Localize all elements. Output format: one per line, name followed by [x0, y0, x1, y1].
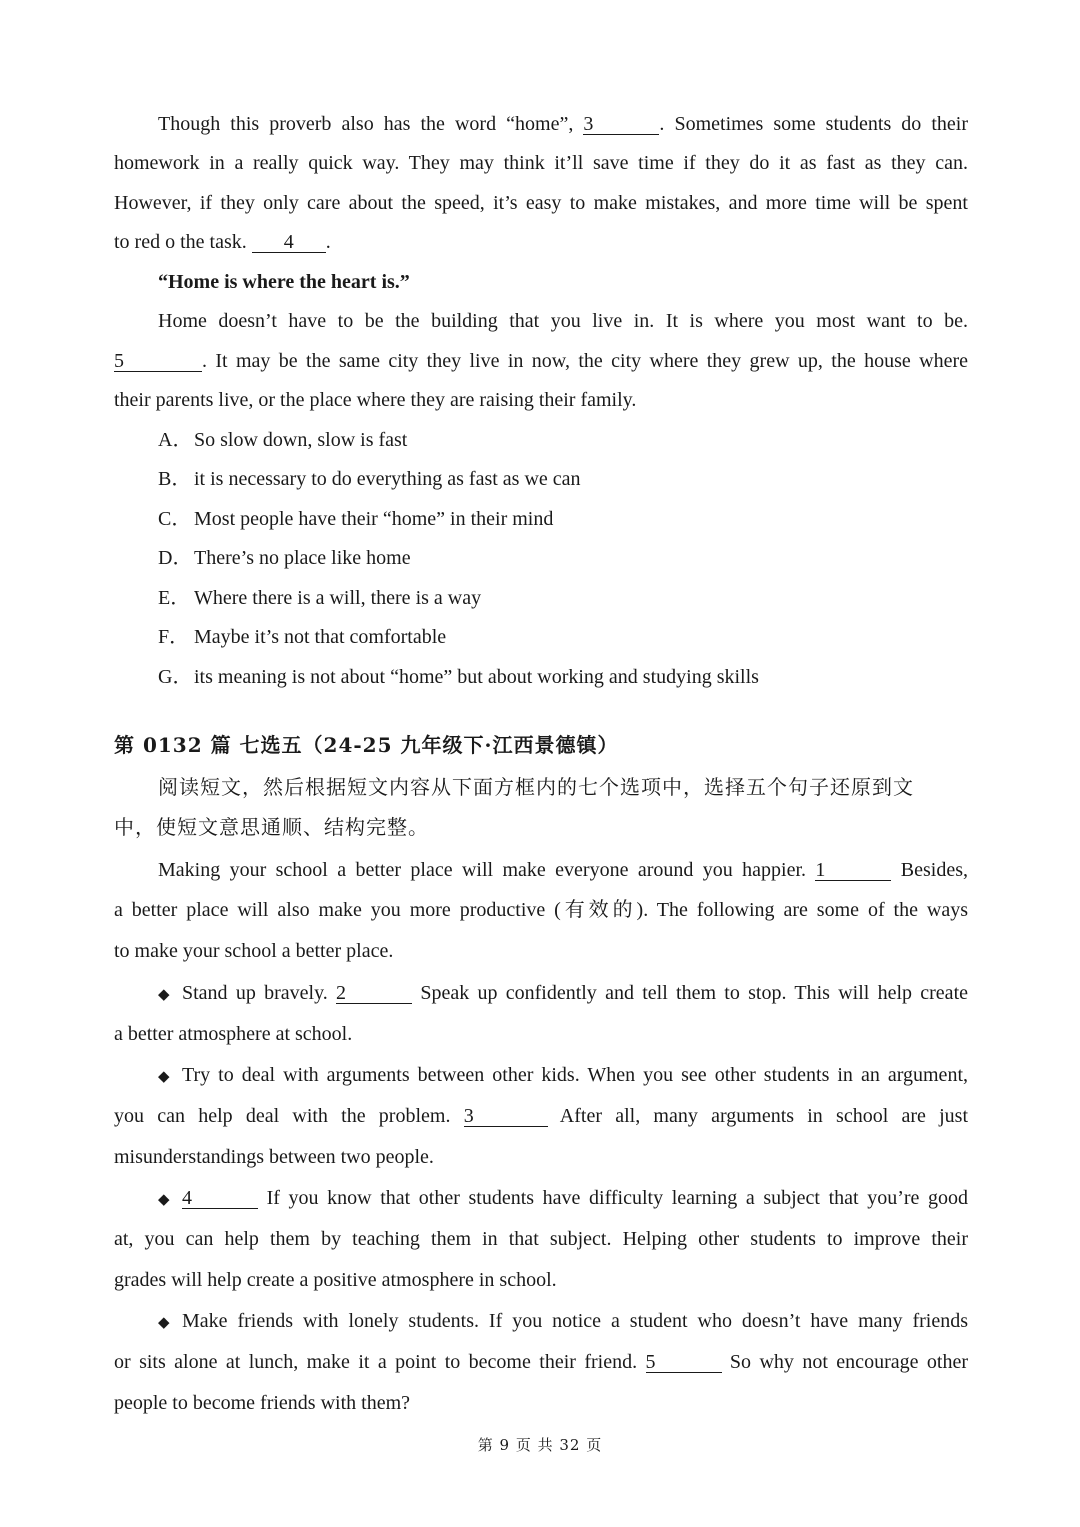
diamond-bullet-icon: ◆ [158, 985, 170, 1003]
passage-line: grades will help create a positive atmosphere in school. [114, 1269, 557, 1291]
bullet-item: ◆ Stand up bravely. 2 Speak up confidently and tell them to stop. This will help create [158, 982, 968, 1004]
passage-line: Making your school a better place will make everyone around you happier. 1 Besides, [158, 859, 969, 881]
passage-line: homework in a really quick way. They may think it’ll save time if they do it as fast as they can. [114, 152, 968, 174]
passage-line: misunderstandings between two people. [114, 1146, 434, 1168]
passage-line: 5 . It may be the same city they live in now, the city where they grew up, the house where [114, 350, 968, 372]
option-a: A．So slow down, slow is fast [158, 429, 408, 451]
option-f: F． Maybe it’s not that comfortable [158, 626, 447, 648]
passage-line: their parents live, or the place where they are raising their family. [114, 389, 637, 411]
answer-blank: 4 [182, 1188, 258, 1209]
diamond-bullet-icon: ◆ [158, 1067, 170, 1085]
bullet-item: ◆ 4 If you know that other students have difficulty learning a subject that you’re good [158, 1187, 968, 1209]
diamond-bullet-icon: ◆ [158, 1190, 170, 1208]
option-g: G．its meaning is not about “home” but about working and studying skills [158, 666, 759, 688]
passage-line: to red o the task. 4 . [114, 231, 331, 253]
passage-line: or sits alone at lunch, make it a point to become their friend. 5 So why not encourage other [114, 1351, 968, 1373]
passage-line: people to become friends with them? [114, 1392, 411, 1414]
answer-blank: 5 [114, 351, 202, 372]
answer-blank: 4 [252, 232, 326, 253]
answer-blank: 3 [583, 114, 659, 135]
page-footer: 第 9 页 共 32 页 [477, 1436, 603, 1454]
diamond-bullet-icon: ◆ [158, 1313, 170, 1331]
answer-blank: 5 [646, 1352, 722, 1373]
option-b: B． it is necessary to do everything as fast as we can [158, 468, 581, 490]
passage-line: However, if they only care about the speed, it’s easy to make mistakes, and more time will be spent [114, 192, 968, 214]
bullet-item: ◆ Try to deal with arguments between other kids. When you see other students in an argument, [158, 1064, 968, 1086]
passage-line: to make your school a better place. [114, 940, 394, 962]
passage-line: Though this proverb also has the word “home”, 3 . Sometimes some students do their [158, 113, 968, 135]
answer-blank: 1 [815, 860, 891, 881]
instructions-line: 中，使短文意思通顺、结构完整。 [114, 815, 429, 839]
passage-line: at, you can help them by teaching them in that subject. Helping other students to improve their [114, 1228, 968, 1250]
answer-blank: 2 [336, 983, 412, 1004]
option-d: D．There’s no place like home [158, 547, 411, 569]
instructions-line: 阅读短文，然后根据短文内容从下面方框内的七个选项中，选择五个句子还原到文 [158, 775, 914, 799]
passage-subheading: “Home is where the heart is.” [158, 271, 410, 293]
option-e: E． Where there is a will, there is a way [158, 587, 482, 609]
bullet-item: ◆ Make friends with lonely students. If you notice a student who doesn’t have many friends [158, 1310, 968, 1332]
passage-line: Home doesn’t have to be the building that you live in. It is where you most want to be. [158, 310, 968, 332]
answer-blank: 3 [464, 1106, 548, 1127]
passage-line: a better place will also make you more productive (有效的). The following are some of the ways [114, 899, 968, 921]
section-heading: 第 0132 篇 七选五（24-25 九年级下·江西景德镇） [114, 733, 619, 757]
passage-line: you can help deal with the problem. 3 After all, many arguments in school are just [114, 1105, 968, 1127]
passage-line: a better atmosphere at school. [114, 1023, 353, 1045]
option-c: C． Most people have their “home” in their mind [158, 508, 554, 530]
